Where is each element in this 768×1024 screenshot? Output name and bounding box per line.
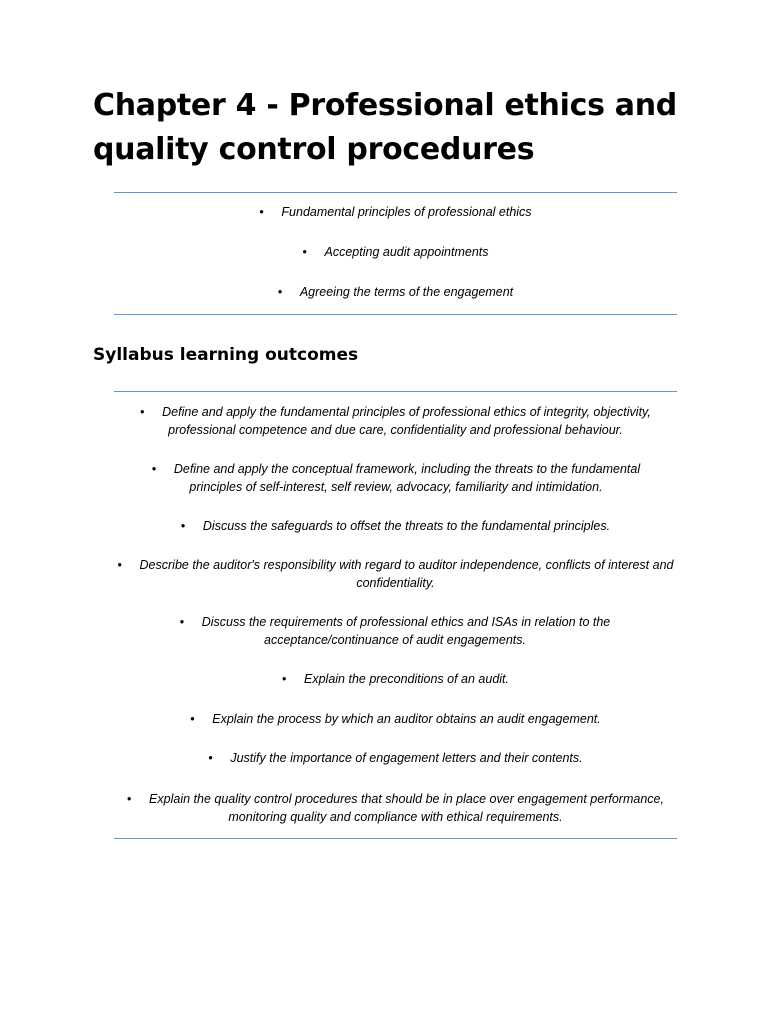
bullet-icon: • bbox=[117, 558, 122, 572]
topic-item bbox=[114, 283, 677, 301]
bullet-icon: • bbox=[140, 405, 145, 419]
chapter-title: Chapter 4 - Professional ethics and quality control procedures bbox=[93, 88, 677, 167]
outcome-text: Explain the process by which an auditor obtains an audit engagement. bbox=[212, 712, 601, 726]
outcome-item bbox=[114, 790, 677, 826]
topic-item bbox=[114, 243, 677, 261]
outcome-text: Discuss the safeguards to offset the threats to the fundamental principles. bbox=[202, 519, 611, 533]
bullet-icon: • bbox=[282, 672, 287, 686]
outcome-item bbox=[114, 556, 677, 592]
outcome-text: Define and apply the fundamental principles of professional ethics of integrity, objectivity, professional competence and due care, confidentiality and professional behaviour. bbox=[162, 405, 651, 437]
topic-item bbox=[114, 203, 677, 221]
outcome-text: Explain the quality control procedures that should be in place over engagement performance, monitoring quality and compliance with ethical requirements. bbox=[149, 792, 664, 824]
divider-rule bbox=[114, 192, 677, 193]
outcome-text: Define and apply the conceptual framework, including the threats to the fundamental principles of self-interest, self review, advocacy, familiarity and intimidation. bbox=[173, 462, 641, 494]
outcome-item bbox=[114, 670, 677, 688]
outcome-item bbox=[160, 613, 630, 649]
outcome-text: Justify the importance of engagement letters and their contents. bbox=[230, 751, 583, 765]
section-heading: Syllabus learning outcomes bbox=[93, 345, 359, 365]
bullet-icon: • bbox=[180, 519, 186, 533]
topic-text: Fundamental principles of professional ethics bbox=[281, 205, 532, 219]
bullet-icon: • bbox=[179, 615, 185, 629]
bullet-icon: • bbox=[208, 751, 213, 765]
topic-text: Accepting audit appointments bbox=[324, 245, 489, 259]
divider-rule bbox=[114, 838, 677, 839]
divider-rule bbox=[114, 391, 677, 392]
bullet-icon: • bbox=[302, 245, 307, 259]
outcome-item bbox=[118, 403, 673, 439]
bullet-icon: • bbox=[277, 285, 283, 299]
bullet-icon: • bbox=[127, 792, 132, 806]
outcome-item bbox=[114, 710, 677, 728]
bullet-icon: • bbox=[259, 205, 264, 219]
topic-text: Agreeing the terms of the engagement bbox=[299, 285, 514, 299]
outcome-item bbox=[114, 517, 677, 535]
outcome-text: Explain the preconditions of an audit. bbox=[304, 672, 509, 686]
outcome-text: Describe the auditor's responsibility with regard to auditor independence, conflicts of interest and confidentiality. bbox=[139, 558, 674, 590]
bullet-icon: • bbox=[151, 462, 157, 476]
divider-rule bbox=[114, 314, 677, 315]
bullet-icon: • bbox=[190, 712, 195, 726]
outcome-item bbox=[114, 749, 677, 767]
outcome-item bbox=[126, 460, 666, 496]
outcome-text: Discuss the requirements of professional ethics and ISAs in relation to the acceptance/continuance of audit engagements. bbox=[201, 615, 611, 647]
